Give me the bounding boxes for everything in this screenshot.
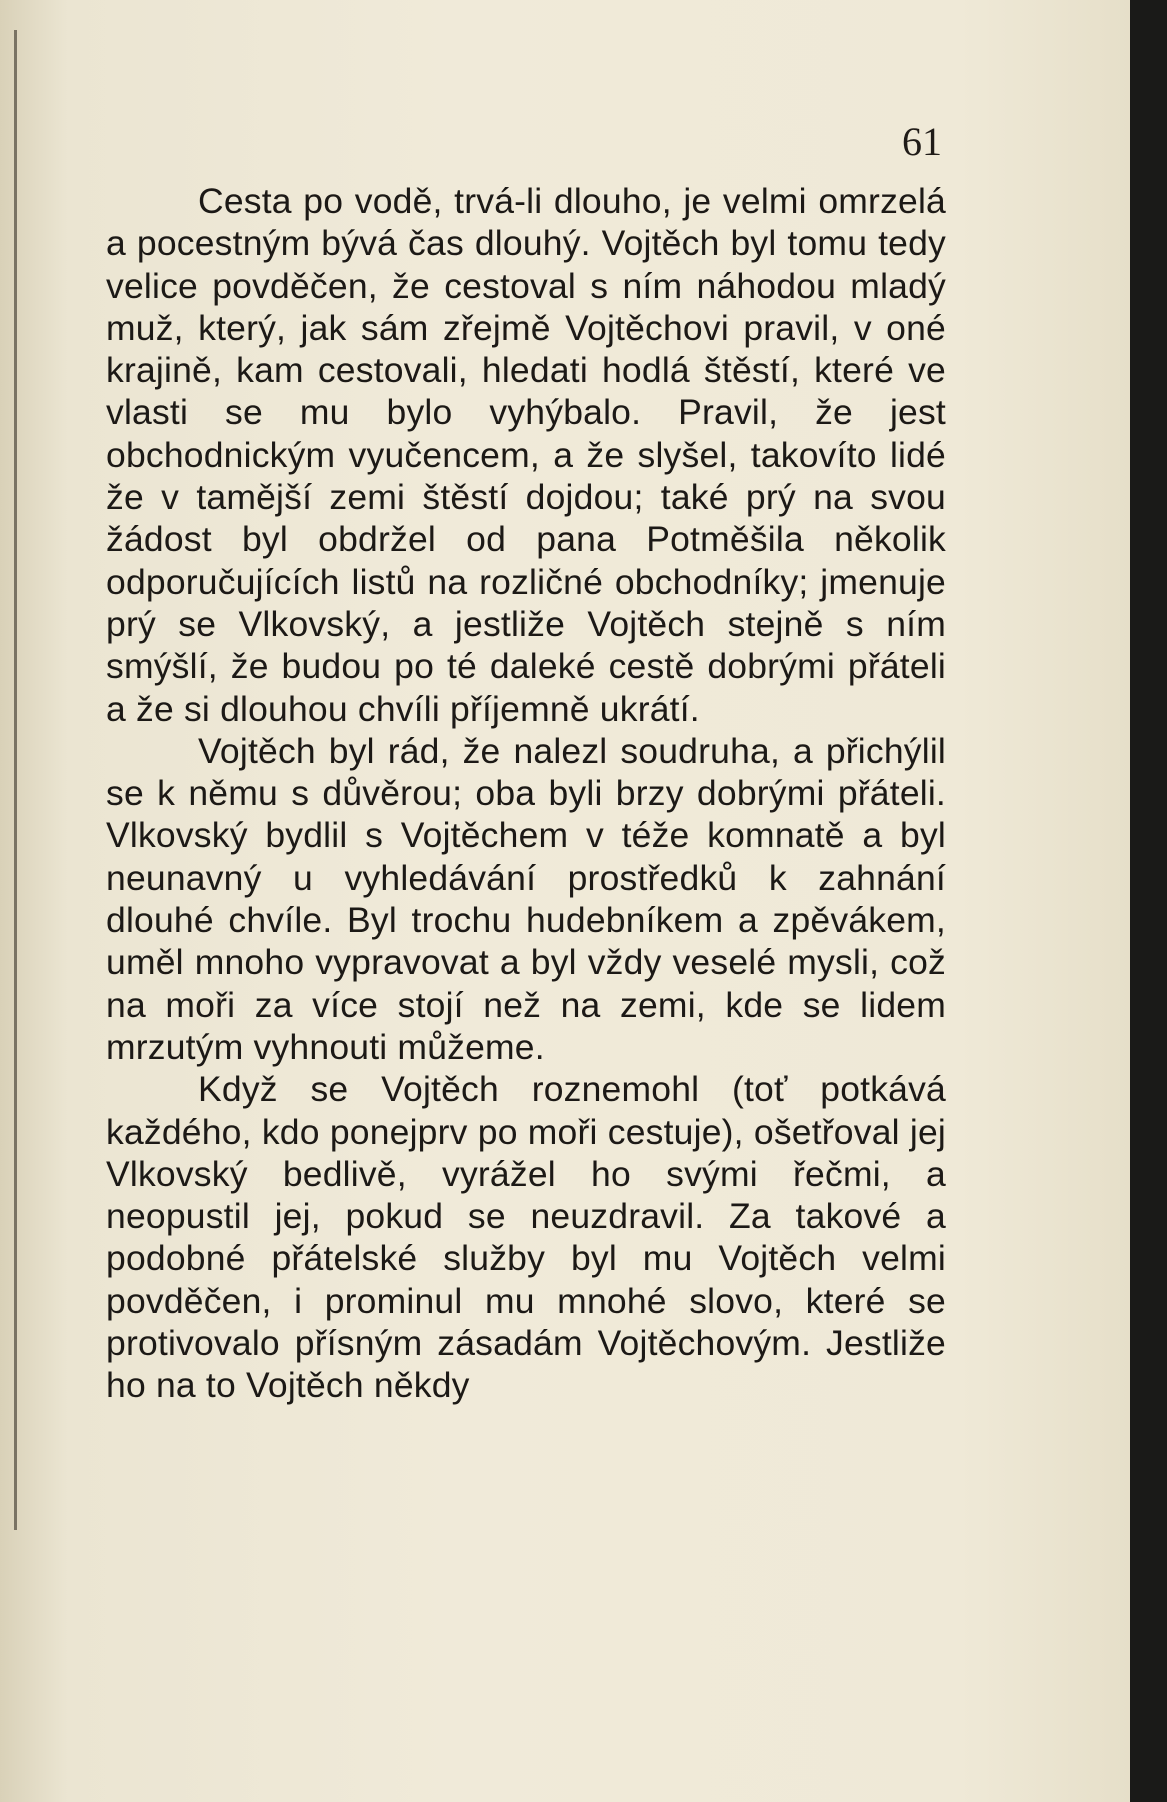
page-binding-edge	[14, 30, 17, 1530]
page-number: 61	[902, 119, 942, 164]
paragraph-1: Cesta po vodě, trvá-li dlouho, je velmi omrzelá a pocestným bývá čas dlouhý. Vojtěch byl tomu tedy velice povděčen, že cestoval s ním náhodou mladý muž, který, jak sám zřejmě Vojtěchovi pravil, v oné krajině, kam cestovali, hledati hodlá štěstí, které ve vlasti se mu bylo vyhýbalo. Pravil, že jest obchodnickým vyučencem, a že slyšel, takovíto lidé že v tamější zemi štěstí dojdou; také prý na svou žádost byl obdržel od pana Potměšila několik odporučujících listů na rozličné obchodníky; jmenuje prý se Vlkovský, a jestliže Vojtěch stejně s ním smýšlí, že budou po té daleké cestě dobrými přáteli a že si dlouhou chvíli příjemně ukrátí.	[106, 181, 946, 729]
body-text	[106, 180, 946, 1407]
paragraph-2: Vojtěch byl rád, že nalezl soudruha, a přichýlil se k němu s důvěrou; oba byli brzy dobrými přáteli. Vlkovský bydlil s Vojtěchem v téže komnatě a byl neunavný u vyhledávání prostředků k zahnání dlouhé chvíle. Byl trochu hudebníkem a zpěvákem, uměl mnoho vypravovat a byl vždy veselé mysli, což na moři za více stojí než na zemi, kde se lidem mrzutým vyhnouti můžeme.	[106, 730, 946, 1067]
paragraph-3: Když se Vojtěch roznemohl (toť potkává každého, kdo ponejprv po moři cestuje), ošetřoval jej Vlkovský bedlivě, vyrážel ho svými řečmi, a neopustil jej, pokud se neuzdravil. Za takové a podobné přátelské služby byl mu Vojtěch velmi povděčen, i prominul mu mnohé slovo, které se protivovalo přísným zásadám Vojtěchovým. Jestliže ho na to Vojtěch někdy	[106, 1069, 946, 1406]
